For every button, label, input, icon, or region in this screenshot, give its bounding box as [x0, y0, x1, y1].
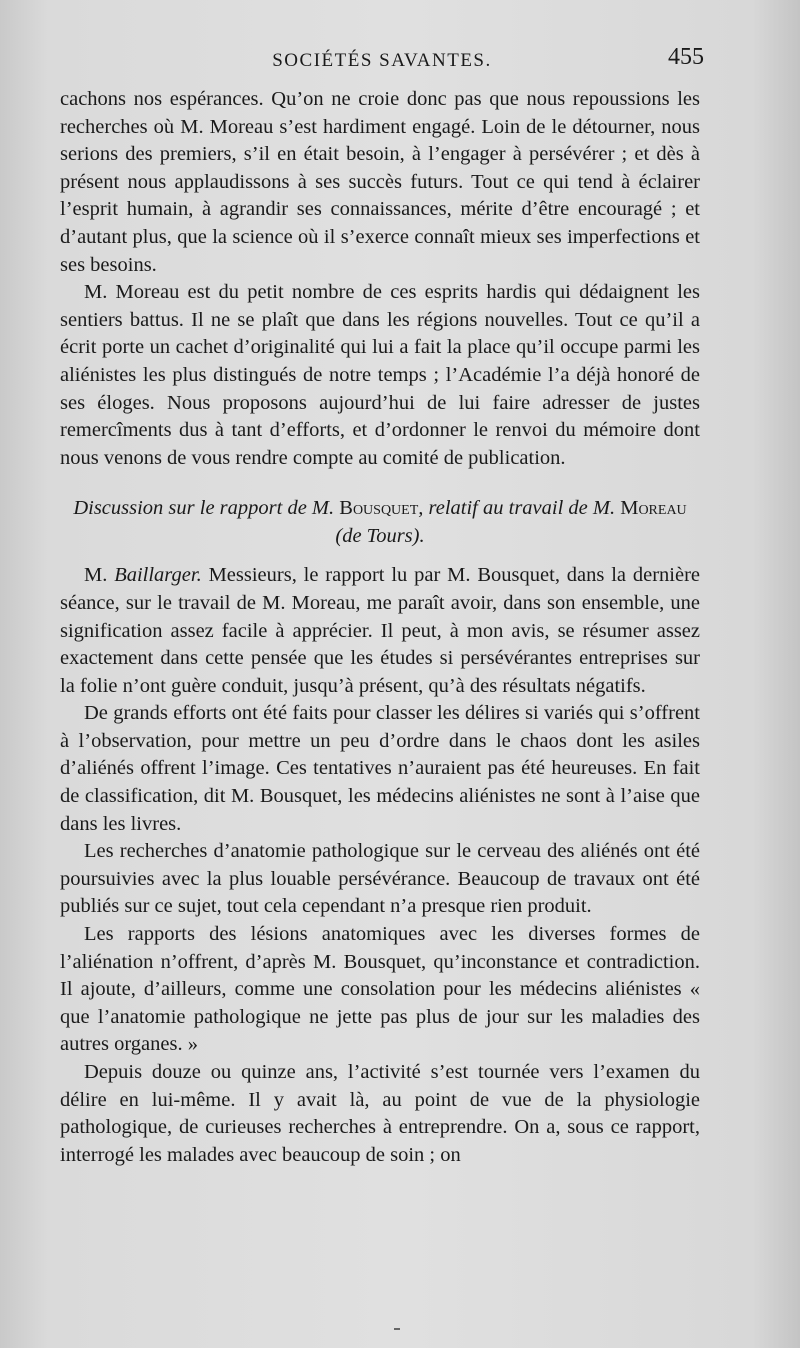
- running-head: SOCIÉTÉS SAVANTES.: [272, 50, 492, 71]
- page-mark: [394, 1328, 400, 1330]
- section-title-part1: Discussion sur le rapport de M.: [73, 497, 340, 520]
- paragraph-continued: cachons nos espérances. Qu’on ne croie donc pas que nous repoussions les recherches où M. Moreau s’est hardiment engagé. Loin de le détourner, nous serions des premiers, s’il en était besoin, à l’engager à persévérer ; et dès à présent nous applaudissons à ses succès futurs. Tout ce qui tend à éclairer l’esprit humain, à agrandir ses connaissances, mérite d’être encouragé ; et d’autant plus, que la science où il s’exerce connaît mieux ses imperfections et ses besoins.: [60, 88, 700, 276]
- paragraph-baillarger: [60, 562, 700, 700]
- page-number: 455: [668, 44, 704, 70]
- paragraph-moreau: M. Moreau est du petit nombre de ces esprits hardis qui dédaignent les sentiers battus. Il ne se plaît que dans les régions nouvelles. Tout ce qu’il a écrit porte un cachet d’originalité qui lui a fait la place qu’il occupe parmi les aliénistes les plus distingués de notre temps ; l’Académie l’a déjà honoré de ses éloges. Nous proposons aujourd’hui de lui faire adresser de justes remercîments dus à tant d’efforts, et d’ordonner le renvoi du mémoire dont nous venons de vous rendre compte au comité de publication.: [60, 281, 700, 469]
- section-title-part3: (de Tours).: [335, 525, 425, 548]
- section-title: [60, 494, 700, 550]
- page-header: [60, 44, 704, 78]
- speaker-prefix: M.: [84, 564, 115, 587]
- section-title-name-moreau: Moreau: [620, 497, 687, 520]
- section-title-part2: , relatif au travail de M.: [418, 497, 621, 520]
- page-body: [60, 86, 700, 1169]
- paragraph-baillarger-text: Messieurs, le rapport lu par M. Bousquet, dans la dernière séance, sur le travail de M. Moreau, me paraît avoir, dans son ensemble, une signification assez facile à apprécier. Il peut, à mon avis, se résumer assez exactement dans cette pensée que les études si persévérantes entreprises sur la folie n’ont guère conduit, jusqu’à présent, qu’à des résultats négatifs.: [60, 564, 700, 697]
- speaker-name: Baillarger.: [114, 564, 202, 587]
- paragraph-delire: Depuis douze ou quinze ans, l’activité s’est tournée vers l’examen du délire en lui-même. Il y avait là, au point de vue de la physiologie pathologique, de curieuses recherches à entreprendre. On a, sous ce rapport, interrogé les malades avec beaucoup de soin ; on: [60, 1061, 700, 1166]
- section-title-name-bousquet: Bousquet: [339, 497, 419, 520]
- paragraph-anatomy: Les recherches d’anatomie pathologique sur le cerveau des aliénés ont été poursuivies avec la plus louable persévérance. Beaucoup de travaux ont été publiés sur ce sujet, tout cela cependant n’a presque rien produit.: [60, 840, 700, 918]
- paragraph-lesions: Les rapports des lésions anatomiques avec les diverses formes de l’aliénation n’offrent, d’après M. Bousquet, qu’inconstance et contradiction. Il ajoute, d’ailleurs, comme une consolation pour les médecins aliénistes « que l’anatomie pathologique ne jette pas plus de jour sur les maladies des autres organes. »: [60, 923, 700, 1056]
- paragraph-classification: De grands efforts ont été faits pour classer les délires si variés qui s’offrent à l’observation, pour mettre un peu d’ordre dans le chaos dont les asiles d’aliénés offrent l’image. Ces tentatives n’auraient pas été heureuses. En fait de classification, dit M. Bousquet, les médecins aliénistes ne sont à l’aise que dans les livres.: [60, 702, 700, 835]
